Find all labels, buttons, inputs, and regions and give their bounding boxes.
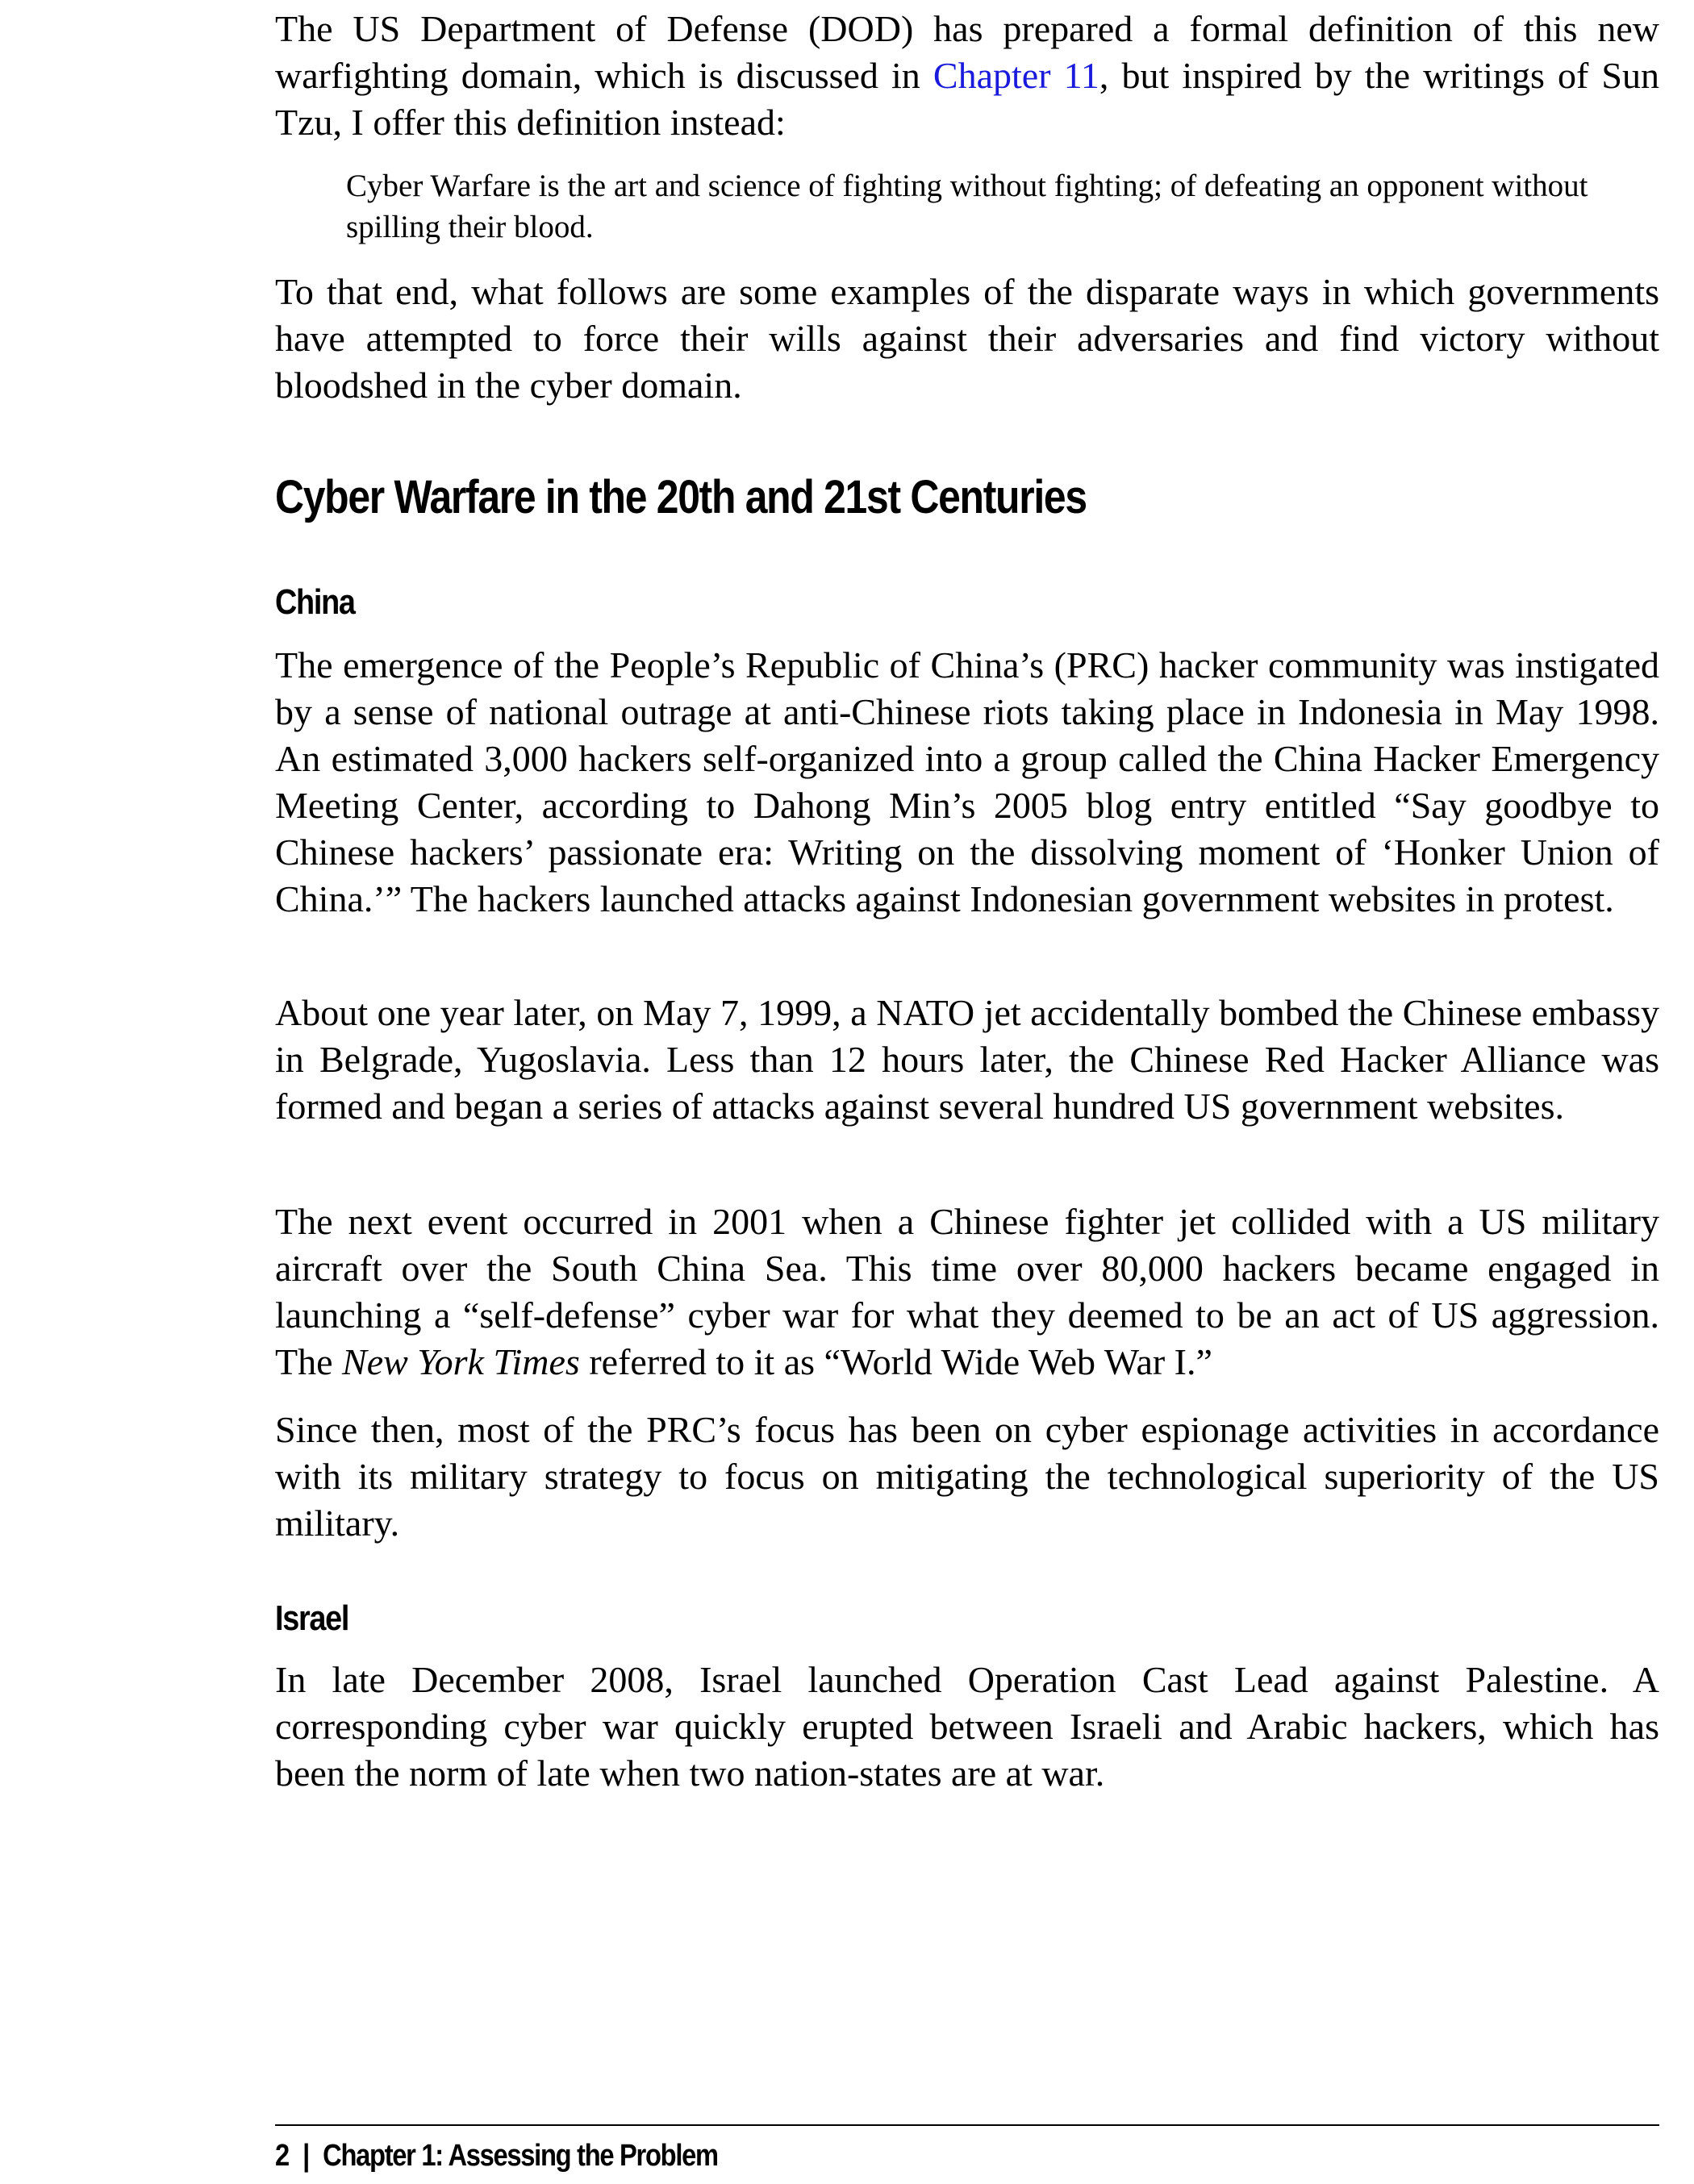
china-paragraph-3 xyxy=(275,1198,1659,1386)
china-heading: China xyxy=(275,582,355,622)
page-number: 2 xyxy=(275,2139,289,2173)
section-heading: Cyber Warfare in the 20th and 21st Centuries xyxy=(275,471,1087,523)
israel-paragraph: In late December 2008, Israel launched Operation Cast Lead against Palestine. A corresponding cyber war quickly erupted between Israeli and Arabic hackers, which has been the norm of late when two nation-states are at war. xyxy=(275,1659,1659,1794)
israel-heading: Israel xyxy=(275,1598,349,1638)
footer-rule xyxy=(275,2124,1659,2126)
p3-text-after-italic: referred to it as “World Wide Web War I.” xyxy=(579,1341,1212,1382)
footer-chapter-title: Chapter 1: Assessing the Problem xyxy=(323,2139,718,2173)
newspaper-title: New York Times xyxy=(342,1341,580,1382)
intro-text-after-link: , but inspired by the writings of Sun Tzu, I offer this definition instead: xyxy=(275,55,1659,143)
intro-end-paragraph: To that end, what follows are some examples of the disparate ways in which governments have attempted to force their wills against their adversaries and find victory without bloodshed in the cyber domain. xyxy=(275,271,1659,406)
footer-separator: | xyxy=(302,2139,309,2173)
chapter-11-link[interactable]: Chapter 11 xyxy=(933,55,1099,96)
china-paragraph-2: About one year later, on May 7, 1999, a NATO jet accidentally bombed the Chinese embassy in Belgrade, Yugoslavia. Less than 12 hours later, the Chinese Red Hacker Alliance was formed and began a series of attacks against several hundred US government websites. xyxy=(275,992,1659,1127)
intro-text-before-link: The US Department of Defense (DOD) has prepared a formal definition of this new warfighting domain, which is discussed in xyxy=(275,8,1659,96)
china-paragraph-4: Since then, most of the PRC’s focus has been on cyber espionage activities in accordance with its military strategy to focus on mitigating the technological superiority of the US military. xyxy=(275,1409,1659,1544)
intro-paragraph xyxy=(275,6,1659,146)
definition-quote: Cyber Warfare is the art and science of fighting without fighting; of defeating an opponent without spilling their blood. xyxy=(346,169,1588,244)
p3-text-before-italic: The next event occurred in 2001 when a Chinese fighter jet collided with a US military aircraft over the South China Sea. This time over 80,000 hackers became engaged in launching a “self-defense” cyber war for what they deemed to be an act of US aggression. The xyxy=(275,1201,1659,1382)
page-footer xyxy=(275,2136,718,2176)
china-paragraph-1: The emergence of the People’s Republic of China’s (PRC) hacker community was instigated by a sense of national outrage at anti-Chinese riots taking place in Indonesia in May 1998. An estimated 3,000 hackers self-organized into a group called the China Hacker Emergency Meeting Center, according to Dahong Min’s 2005 blog entry entitled “Say goodbye to Chinese hackers’ passionate era: Writing on the dissolving moment of ‘Honker Union of China.’” The hackers launched attacks against Indonesian government websites in protest. xyxy=(275,644,1659,919)
